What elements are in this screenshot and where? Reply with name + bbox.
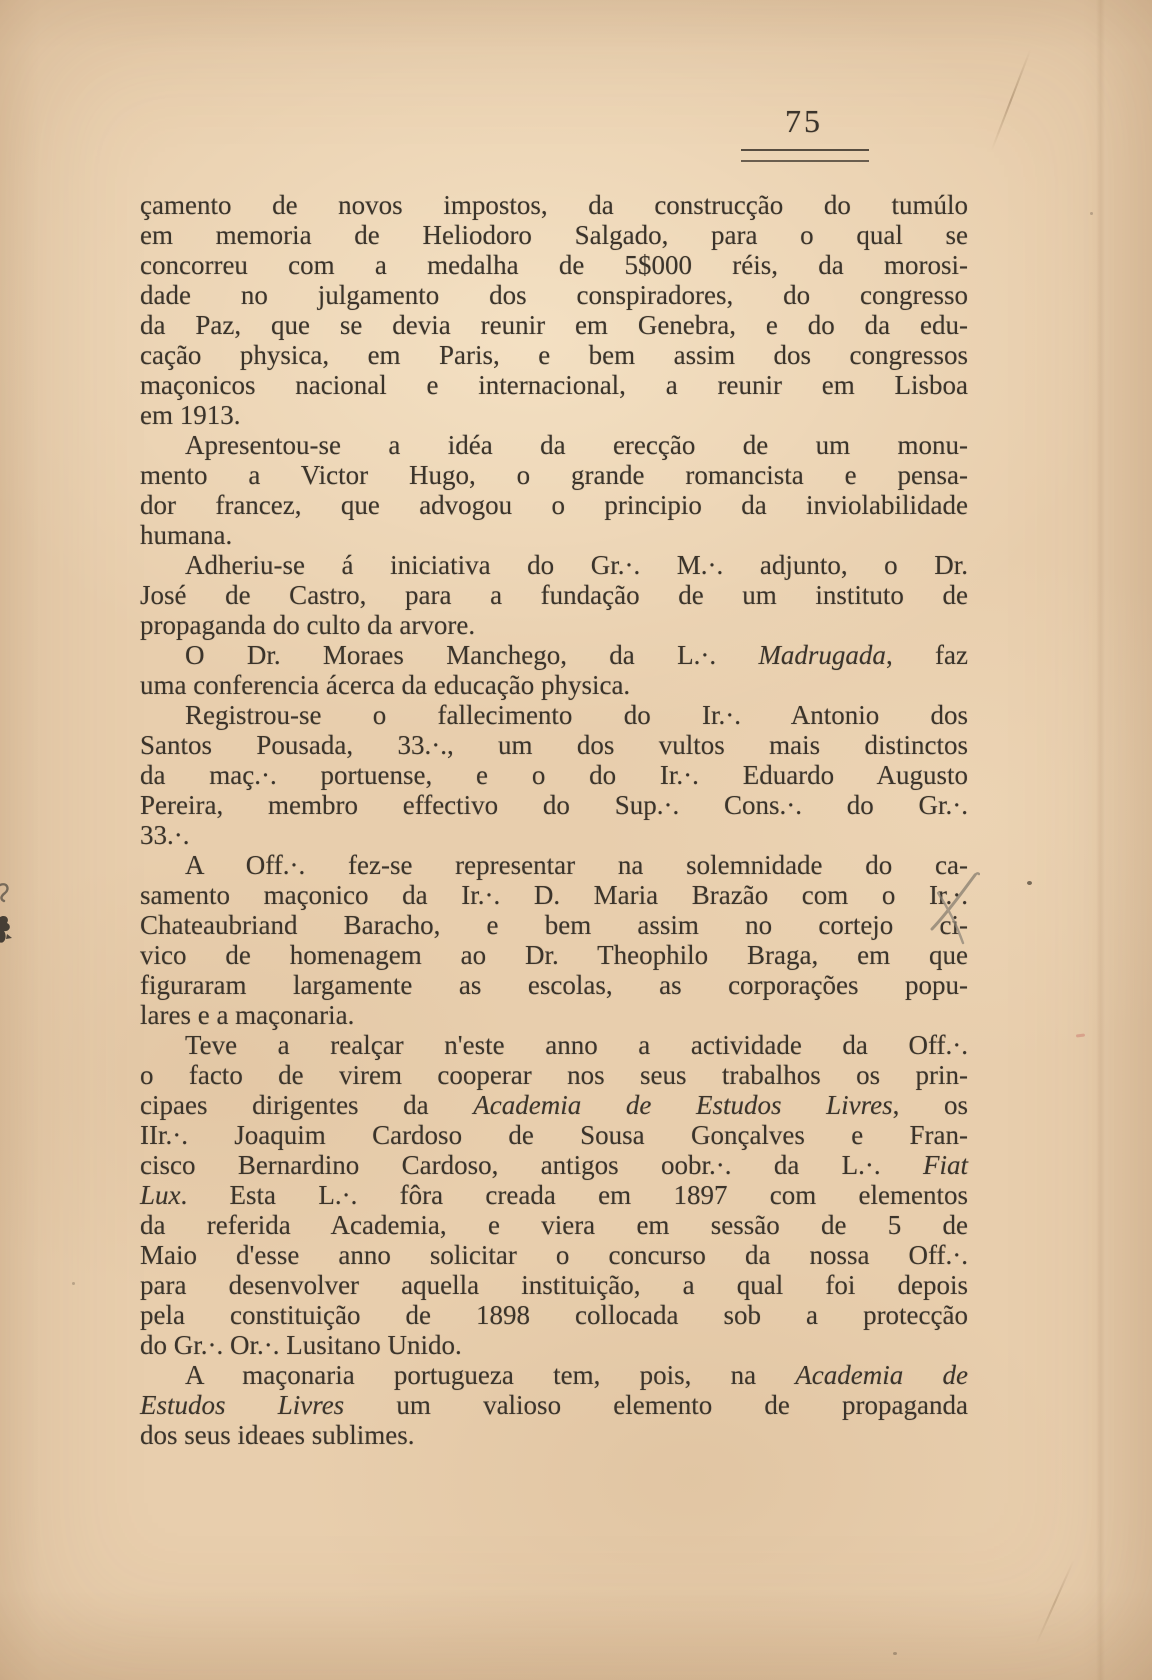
text-segment: Maio d'esse anno solicitar o concurso da nossa Off.·. <box>140 1240 968 1270</box>
text-line <box>140 370 968 400</box>
text-segment: uma conferencia ácerca da educação physica. <box>140 670 631 700</box>
text-line <box>140 1000 968 1030</box>
crease-mark-top-right <box>991 49 1032 151</box>
text-line <box>140 1270 968 1300</box>
text-line <box>140 580 968 610</box>
text-line <box>140 970 968 1000</box>
text-line <box>140 670 968 700</box>
text-segment: propaganda do culto da arvore. <box>140 610 476 640</box>
text-line <box>140 550 968 580</box>
italic-text-segment: Lux <box>140 1180 181 1210</box>
text-segment: samento maçonico da Ir.·. D. Maria Brazão com o Ir.·. <box>140 880 968 910</box>
text-segment: cisco Bernardino Cardoso, antigos oobr.·. da L.·. <box>140 1150 923 1180</box>
text-line <box>140 1120 968 1150</box>
text-segment: O Dr. Moraes Manchego, da L.·. <box>185 640 759 670</box>
text-segment: maçonicos nacional e internacional, a reunir em Lisboa <box>140 370 968 400</box>
text-segment: da referida Academia, e viera em sessão de 5 de <box>140 1210 968 1240</box>
text-segment: IIr.·. Joaquim Cardoso de Sousa Gonçalves e Fran- <box>140 1120 968 1150</box>
text-segment: dos seus ideaes sublimes. <box>140 1420 415 1450</box>
pencil-x-mark <box>922 870 980 948</box>
text-segment: um valioso elemento de propaganda <box>344 1390 968 1420</box>
text-segment: da Paz, que se devia reunir em Genebra, e do da edu- <box>140 310 968 340</box>
text-segment: A Off.·. fez-se representar na solemnidade do ca- <box>185 850 968 880</box>
text-line <box>140 310 968 340</box>
italic-text-segment: Academia de Estudos Livres <box>473 1090 893 1120</box>
text-segment: para desenvolver aquella instituição, a qual foi depois <box>140 1270 968 1300</box>
text-segment: lares e a maçonaria. <box>140 1000 355 1030</box>
ink-speck <box>1027 881 1032 885</box>
ink-speck <box>1090 212 1093 215</box>
page-number: 75 <box>785 103 823 139</box>
text-line <box>140 1180 968 1210</box>
text-line <box>140 1240 968 1270</box>
red-pencil-tick <box>1076 1033 1085 1037</box>
text-line <box>140 880 968 910</box>
text-line <box>140 1330 968 1360</box>
text-segment: Registrou-se o fallecimento do Ir.·. Antonio dos <box>185 700 968 730</box>
page-number-double-rule <box>741 149 869 162</box>
text-segment: do Gr.·. Or.·. Lusitano Unido. <box>140 1330 462 1360</box>
ink-speck <box>893 1652 897 1655</box>
text-line <box>140 280 968 310</box>
text-segment: cação physica, em Paris, e bem assim dos congressos <box>140 340 968 370</box>
text-line <box>140 1390 968 1420</box>
text-line <box>140 1030 968 1060</box>
text-line <box>140 910 968 940</box>
text-segment: vico de homenagem ao Dr. Theophilo Braga, em que <box>140 940 968 970</box>
text-line <box>140 400 968 430</box>
text-segment: cipaes dirigentes da <box>140 1090 474 1120</box>
text-segment: . Esta L.·. fôra creada em 1897 com elementos <box>180 1180 968 1210</box>
text-segment: Chateaubriand Baracho, e bem assim no cortejo ci- <box>140 910 968 940</box>
text-line <box>140 340 968 370</box>
italic-text-segment: Academia de <box>795 1360 968 1390</box>
text-line <box>140 220 968 250</box>
text-line <box>140 1360 968 1390</box>
text-line <box>140 760 968 790</box>
text-line <box>140 1420 968 1450</box>
ink-blob-mark-left-margin <box>0 914 13 950</box>
ink-speck <box>72 1282 75 1285</box>
text-segment: José de Castro, para a fundação de um instituto de <box>140 580 968 610</box>
text-segment: Santos Pousada, 33.·., um dos vultos mais distinctos <box>140 730 968 760</box>
text-segment: çamento de novos impostos, da construcção do tumúlo <box>140 190 968 220</box>
text-segment: dade no julgamento dos conspiradores, do congresso <box>140 280 968 310</box>
text-line <box>140 1060 968 1090</box>
text-line <box>140 1090 968 1120</box>
text-segment: Adheriu-se á iniciativa do Gr.·. M.·. adjunto, o Dr. <box>185 550 968 580</box>
text-line <box>140 190 968 220</box>
page-fold-shading <box>1096 0 1105 1680</box>
text-segment: dor francez, que advogou o principio da inviolabilidade <box>140 490 968 520</box>
text-segment: Pereira, membro effectivo do Sup.·. Cons.·. do Gr.·. <box>140 790 968 820</box>
text-segment: figuraram largamente as escolas, as corporações popu- <box>140 970 968 1000</box>
text-line <box>140 610 968 640</box>
text-segment: mento a Victor Hugo, o grande romancista e pensa- <box>140 460 968 490</box>
text-line <box>140 790 968 820</box>
body-text-block <box>140 190 968 1450</box>
text-line <box>140 640 968 670</box>
text-segment: em 1913. <box>140 400 241 430</box>
italic-text-segment: Fiat <box>923 1150 968 1180</box>
text-segment: A maçonaria portugueza tem, pois, na <box>185 1360 796 1390</box>
italic-text-segment: Madrugada <box>758 640 886 670</box>
text-segment: , faz <box>885 640 968 670</box>
ink-curl-mark-left-margin <box>0 882 12 904</box>
crease-mark-bottom-right <box>1035 1560 1074 1645</box>
text-line <box>140 940 968 970</box>
text-segment: pela constituição de 1898 collocada sob a protecção <box>140 1300 968 1330</box>
text-segment: concorreu com a medalha de 5$000 réis, da morosi- <box>140 250 968 280</box>
text-segment: em memoria de Heliodoro Salgado, para o qual se <box>140 220 968 250</box>
text-line <box>140 730 968 760</box>
italic-text-segment: Estudos Livres <box>140 1390 345 1420</box>
text-line <box>140 850 968 880</box>
text-line <box>140 490 968 520</box>
text-segment: da maç.·. portuense, e o do Ir.·. Eduardo Augusto <box>140 760 968 790</box>
text-line <box>140 250 968 280</box>
text-line <box>140 1300 968 1330</box>
text-line <box>140 1210 968 1240</box>
text-line <box>140 1150 968 1180</box>
text-line <box>140 460 968 490</box>
text-segment: Teve a realçar n'este anno a actividade da Off.·. <box>185 1030 968 1060</box>
text-line <box>140 700 968 730</box>
text-segment: Apresentou-se a idéa da erecção de um monu- <box>185 430 968 460</box>
text-line <box>140 820 968 850</box>
text-segment: humana. <box>140 520 233 550</box>
text-line <box>140 520 968 550</box>
text-line <box>140 430 968 460</box>
text-segment: , os <box>892 1090 969 1120</box>
text-segment: o facto de virem cooperar nos seus trabalhos os prin- <box>140 1060 968 1090</box>
text-segment: 33.·. <box>140 820 190 850</box>
